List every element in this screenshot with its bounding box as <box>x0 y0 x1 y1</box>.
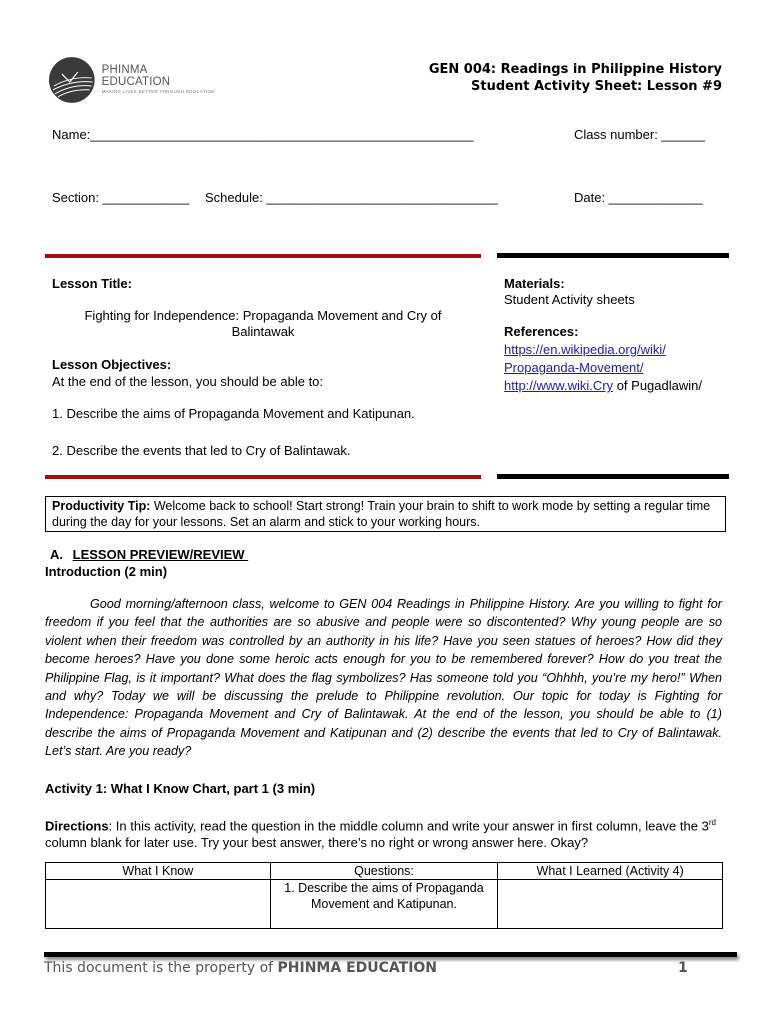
productivity-tip-text: Welcome back to school! Start strong! Train your brain to shift to work mode by setting a regular time during the day for your lessons. Set an alarm and stick to your working hours. <box>52 499 711 529</box>
footer-divider <box>44 952 737 957</box>
introduction-paragraph: Good morning/afternoon class, welcome to GEN 004 Readings in Philippine History. Are you willing to fight for freedom if you feel that the authorities are so abusive and people were so discontented? Why young people are so violent when their freedom was controlled by an authority in his life? Have you seen statues of heroes? How did they become heroes? Have you done some heroic acts enough for you to be remembered forever? How do you treat the Philippine Flag, is it important? What does the flag symbolizes? Has someone told you “Ohhhh, you’re my hero!” When and why? Today we will be discussing the prelude to Philippine revolution. Our topic for today is Fighting for Independence: Propaganda Movement and Cry of Balintawak. At the end of the lesson, you should be able to (1) describe the aims of Propaganda Movement and Katipunan and (2) describe the events that led to Cry of Balintawak. Let’s start. Are you ready? <box>45 597 722 759</box>
what-i-learned-answer-cell[interactable] <box>498 880 723 929</box>
lesson-objectives-label: Lesson Objectives: <box>52 357 172 372</box>
column-header-questions: Questions: <box>270 863 498 880</box>
divider-red-bottom <box>45 475 481 479</box>
reference-link-2[interactable]: http://www.wiki.Cry <box>504 378 614 393</box>
footer-text <box>44 960 437 976</box>
directions-superscript: rd <box>708 818 716 827</box>
section-a-heading <box>50 547 248 562</box>
lesson-title-line-2: Balintawak <box>231 324 295 339</box>
references-list <box>504 341 702 395</box>
class-number-field[interactable]: Class number: ______ <box>574 127 705 142</box>
lesson-title <box>45 308 481 340</box>
column-header-what-i-learned: What I Learned (Activity 4) <box>498 863 723 880</box>
activity-1-directions <box>45 814 725 851</box>
directions-text-a: : In this activity, read the question in the middle column and write your answer in first column, leave the 3 <box>108 818 709 834</box>
lesson-title-label: Lesson Title: <box>52 276 132 291</box>
footer-prefix: This document is the property of <box>44 960 278 976</box>
objective-1: 1. Describe the aims of Propaganda Movement and Katipunan. <box>52 406 415 421</box>
schedule-field[interactable]: Schedule: ________________________________ <box>205 190 498 205</box>
materials-label: Materials: <box>504 276 565 291</box>
sheet-title: Student Activity Sheet: Lesson #9 <box>471 79 722 94</box>
table-header-row <box>46 863 723 880</box>
what-i-know-table <box>45 862 723 929</box>
phinma-logo-icon <box>48 56 96 104</box>
productivity-tip-label: Productivity Tip: <box>52 499 151 513</box>
introduction-heading: Introduction (2 min) <box>45 564 168 579</box>
section-a-title: LESSON PREVIEW/REVIEW <box>72 547 249 562</box>
footer-brand: PHINMA EDUCATION <box>277 960 438 976</box>
page-number: 1 <box>678 960 688 976</box>
date-field[interactable]: Date: _____________ <box>574 190 703 205</box>
directions-text-b: column blank for later use. Try your best answer, there’s no right or wrong answer here. Okay? <box>45 835 589 851</box>
reference-link-1a[interactable]: https://en.wikipedia.org/wiki/ <box>504 342 666 357</box>
what-i-know-answer-cell[interactable] <box>46 880 271 929</box>
table-row <box>46 880 723 929</box>
divider-black-top <box>497 253 729 258</box>
name-field[interactable]: Name:_____________________________________________________ <box>52 127 474 142</box>
references-label: References: <box>504 324 579 339</box>
question-1-cell: 1. Describe the aims of Propaganda Movement and Katipunan. <box>270 880 498 929</box>
objectives-intro: At the end of the lesson, you should be able to: <box>52 374 324 389</box>
divider-black-bottom <box>497 474 729 479</box>
productivity-tip-box <box>45 496 726 532</box>
directions-label: Directions <box>45 818 109 834</box>
section-field[interactable]: Section: ____________ <box>52 190 190 205</box>
reference-2-suffix: of Pugadlawin/ <box>613 378 702 393</box>
column-header-what-i-know: What I Know <box>46 863 271 880</box>
materials-value: Student Activity sheets <box>504 292 635 307</box>
objective-2: 2. Describe the events that led to Cry of Balintawak. <box>52 443 351 458</box>
reference-link-1b[interactable]: Propaganda-Movement/ <box>504 360 644 375</box>
course-title: GEN 004: Readings in Philippine History <box>428 62 722 77</box>
phinma-logo <box>48 54 218 106</box>
section-a-letter: A. <box>50 547 63 562</box>
logo-tagline: MAKING LIVES BETTER THROUGH EDUCATION <box>101 89 215 95</box>
lesson-title-line-1: Fighting for Independence: Propaganda Movement and Cry of <box>84 308 442 323</box>
activity-1-heading: Activity 1: What I Know Chart, part 1 (3 min) <box>45 781 316 796</box>
logo-name: PHINMA EDUCATION <box>101 64 171 88</box>
divider-red-top <box>45 254 481 258</box>
